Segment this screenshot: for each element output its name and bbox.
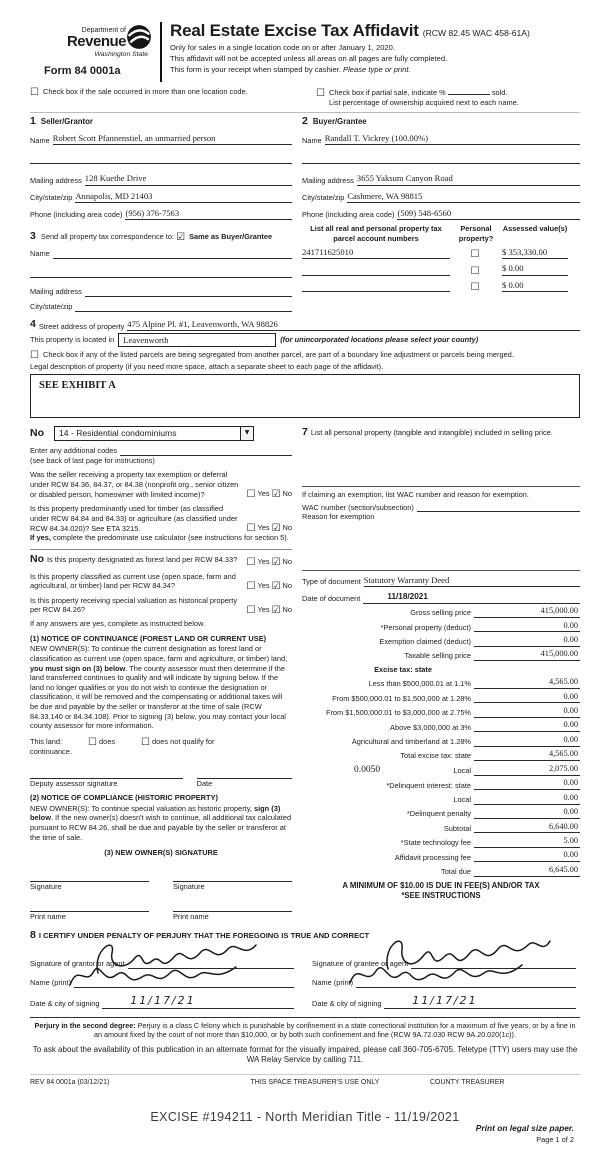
revenue-label: Revenue [66, 32, 126, 50]
type-of-document-field[interactable]: Statutory Warranty Deed [364, 575, 580, 587]
assessed-value-col-header: Assessed value(s) [502, 223, 568, 233]
grantee-print-name-field[interactable] [356, 978, 576, 988]
signature-label: Signature [30, 881, 62, 891]
parcel-number-field[interactable] [302, 266, 450, 276]
wac-number-label: WAC number (section/subsection) [302, 502, 414, 512]
buyer-city-label: City/state/zip [302, 193, 345, 203]
parcel-col-header: List all real and personal property tax parcel account numbers [310, 223, 442, 243]
s6-q1-yes-checkbox[interactable]: ☐ [246, 556, 256, 568]
continuance-word: continuance. [30, 746, 72, 756]
tax-value-field[interactable]: 0.00 [474, 807, 580, 819]
tax-value-field[interactable]: 4,565.00 [474, 677, 580, 689]
signature-label: Signature [173, 881, 205, 891]
grantor-signature-label: Signature of grantor or agent [30, 959, 125, 969]
buyer-mailing-label: Mailing address [302, 175, 354, 185]
new-owner-signature-title: (3) NEW OWNER(S) SIGNATURE [104, 848, 218, 858]
land-use-code-select[interactable] [54, 426, 254, 441]
tax-value-field[interactable]: 415,000.00 [474, 606, 580, 618]
buyer-name-label: Name [302, 135, 322, 145]
see-instructions-note: *SEE INSTRUCTIONS [401, 890, 481, 900]
header-divider [160, 22, 162, 82]
tax-value-field[interactable]: 0.00 [474, 778, 580, 790]
legal-description-field[interactable]: SEE EXHIBIT A [30, 374, 580, 418]
continuance-paragraph: NEW OWNER(S): To continue the current designation as forest land or classification as current use (open space, farm and agriculture, or timber) land, you must sign on (3) below. The county assessor must then determine if the land transferred continues to qualify and will indicate by signing below. If the land no longer qualifies or you do not wish to continue the designation or classification, it will be removed and the compensating or additional taxes will be due and payable by the seller or transferor at the time of sale (RCW 84.33.140 or 84.34.108). Prior to signing (3) below, you may contact your local county assessor for more information. [30, 644, 288, 731]
grantor-handwritten-date: 11/17/21 [129, 993, 198, 1007]
street-address-field[interactable]: 475 Alpine Pl. #1, Leavenworth, WA 98826 [127, 319, 580, 331]
s5-q2-text: Is this property predominantly used for timber (as classified under RCW 84.84 and 84.33) or agriculture (as classified under RCW 84.34.020)? See ETA 3215. [30, 504, 238, 533]
accessibility-note: To ask about the availability of this publication in an alternate format for the visually impaired, please call 360-705-6705. Teletype (TTY) users may use the WA Relay Service by calling 711. [32, 1044, 578, 1065]
seller-city-label: City/state/zip [30, 193, 73, 203]
legal-description-label: Legal description of property (if you need more space, attach a separate sheet to each page of the affidavit). [30, 362, 384, 372]
divider [302, 486, 580, 487]
new-owner-print-name-field-1[interactable] [30, 902, 149, 912]
section-5-number: No [30, 426, 44, 439]
buyer-phone-label: Phone (including area code) [302, 210, 395, 220]
tax-value-field[interactable]: 0.00 [474, 692, 580, 704]
tax-value-field[interactable]: 0.00 [474, 720, 580, 732]
new-owner-signature-field-2[interactable] [173, 872, 292, 882]
partial-sale-label: Check box if partial sale, indicate % [329, 88, 446, 97]
parcel-row [302, 280, 580, 292]
s5-q1-yes-checkbox[interactable]: ☐ [246, 489, 256, 501]
partial-sale-checkbox[interactable]: ☐ [316, 88, 325, 99]
rev-number: REV 84 0001a (03/12/21) [30, 1078, 110, 1086]
land-does-checkbox[interactable]: ☐ [88, 736, 98, 748]
personal-property-checkbox[interactable]: ☐ [470, 281, 480, 293]
tax-value-field[interactable]: 5.00 [474, 836, 580, 848]
s6-q1-no-checkbox[interactable]: ☑ [271, 556, 281, 568]
grantor-signature-field[interactable] [128, 959, 295, 969]
page-title: Real Estate Excise Tax Affidavit [170, 21, 419, 40]
header-note-2: This affidavit will not be accepted unless all areas on all pages are fully completed. [170, 53, 448, 63]
this-land-label: This land: [30, 736, 63, 746]
dropdown-arrow-icon[interactable]: ▼ [240, 427, 253, 440]
compliance-paragraph: NEW OWNER(S): To continue special valuation as historic property, sign (3) below. If the new owner(s) doesn't wish to continue, all additional tax calculated pursuant to RCW 84.26, shall be due and payable by the seller or transferor at the time of sale. [30, 803, 292, 842]
personal-property-checkbox[interactable]: ☐ [470, 265, 480, 277]
s6-q2-yes-checkbox[interactable]: ☐ [246, 580, 256, 592]
partial-sale-percent-field[interactable] [448, 87, 490, 95]
s6-q2-text: Is this property classified as current use (open space, farm and agricultural, or timber) land per RCW 84.34? [30, 571, 236, 591]
personal-property-col-header: Personal property? [458, 223, 494, 243]
additional-codes-label: Enter any additional codes [30, 446, 118, 456]
s6-q1-text: No Is this property designated as forest land per RCW 84.33? [30, 552, 238, 565]
parcel-row [302, 263, 580, 275]
s6-q3-no-checkbox[interactable]: ☑ [271, 605, 281, 616]
segregated-label: Check box if any of the listed parcels are being segregated from another parcel, are part of a boundary line adjustment or parcels being merged. [43, 350, 514, 360]
same-as-buyer-checkbox[interactable]: ☑ [176, 231, 186, 243]
deputy-assessor-label: Deputy assessor signature [30, 778, 118, 788]
grantor-date-city-field[interactable] [102, 994, 294, 1009]
tax-value-field[interactable]: 4,565.00 [474, 749, 580, 761]
parcel-number-field[interactable]: 241711625010 [302, 247, 450, 259]
deputy-date-field[interactable] [197, 769, 292, 779]
grantee-print-name-label: Name (print) [312, 978, 354, 988]
deputy-assessor-signature-field[interactable] [30, 769, 183, 779]
buyer-name-field[interactable]: Randall T. Vickrey (100.00%) [325, 133, 580, 145]
reason-for-exemption-label: Reason for exemption [302, 512, 375, 522]
corr-mailing-label: Mailing address [30, 286, 82, 296]
tax-value-field[interactable]: 2,075.00 [474, 764, 580, 776]
tax-value-field[interactable]: 6,645.00 [474, 865, 580, 877]
affidavit-page: Department of Revenue Washington State Form 84 0001a Real Estate Excise Tax Affidavit (RCW 82.45 WAC 458-61A) Only for sales in a single location code on or after January 1, 2020. This affidavit will not be accepted unless all areas on all pages are fully completed. This form is your receipt when stamped by cashier. Please type or print. ☐ Check box if the sale occurred in more than one location code. ☐ Check box if partial sale, indicate % sold. List percentage of ownership acquired next to each name. 1 Seller/Grantor Name Robert Scott Pfannenstiel, an unmarried person Mailing address 128 Kuethe Drive City/state/zip Annapolis, MD 21403 Phone (including area code) (956) 376-7563 3 Send all property tax correspondence to: ☑ Same as Buyer/Grantee Name Mailing address City/state/zip 2 Buyer/Grantee Name Randall T. Vickrey (100.00%) Mailing address 3655 Yaksum Canyon Road City/state/zip Cashmere, WA 98815 Phone (including area code) (509) 548-6560 List all real and personal property tax parcel account numbers Personal property? Assessed value(s) 241711625010 ☐ $ 353,330.00 ☐ $ 0.00 ☐ $ 0.00 4 Street address of property 475 Alpine Pl. #1, Leavenworth, WA 98826 This property is located in Leavenworth (for unincorporated locations please select your county) ☐ Check box if any of the listed parcels are being segregated from another parcel, are part of a boundary line adjustment or parcels being merged. Legal description of property (if you need more space, attach a separate sheet to each page of the affidavit). SEE EXHIBIT A No 14 - Residential condominiums ▼ Enter any additional codes (see back of last page for instructions) Was the seller receiving a property tax exemption or deferral under RCW 84.36, 84.37, or 84.38 (nonprofit org., senior citizen or disabled person, homeowner with limited income)? ☐ Yes ☑ No Is this property predominantly used for timber (as classified under RCW 84.84 and 84.33) or agriculture (as classified under RCW 84.34.020)? See ETA 3215. ☐ Yes ☑ No If yes, complete the predominate use calculator (see instructions for section 5). No Is this property designated as forest land per RCW 84.33? ☐ Yes ☑ No Is this property classified as current use (open space, farm and agricultural, or timber) land per RCW 84.34? ☐ Yes ☑ No Is this property receiving special valuation as historical property per RCW 84.26? ☐ Yes ☑ No If any answers are yes, complete as instructed below. (1) NOTICE OF CONTINUANCE (FOREST LAND OR CURRENT USE) NEW OWNER(S): To continue the current designation as forest land or classification as current use (open space, farm and agriculture, or timber) land, you must sign on (3) below. The county assessor must then determine if the land transferred continues to qualify and will indicate by signing below. If the land no longer qualifies or you do not wish to continue the designation or classification, it will be removed and the compensating or additional taxes will be due and payable by the seller or transferor at the time of sale (RCW 84.33.140 or 84.34.108). Prior to signing (3) below, you may contact your local county assessor for more information. This land: ☐ does ☐ does not qualify for continuance. Deputy assessor signature Date (2) NOTICE OF COMPLIANCE (HISTORIC PROPERTY) NEW OWNER(S): To continue special valuation as historic property, sign (3) below. If the new owner(s) doesn't wish to continue, all additional tax calculated pursuant to RCW 84.26, shall be due and payable by the seller or transferor at the time of sale. (3) NEW OWNER(S) SIGNATURE Signature Signature Print name Print name 7 List all personal property (tangible and intangible) included in selling price. If claiming an exemption, list WAC number and reason for exemption. WAC number (section/subsection) Reason for exemption Type of document Statutory Warranty Deed Date of document 11/18/2021 Gross selling price 415,000.00 *Personal property (deduct) 0.00 Exemption claimed (deduct) 0.00 Taxable selling price 415,000.00 Excise tax: state Less than $500,000.01 at 1.1% 4,565.00 From $500,000.01 to $1,500,000 at 1.28% 0.00 From $1,500,000.01 to $3,000,000 at 2.75% 0.00 Above $3,000,000 at 3% 0.00 Agricultural and timberland at 1.28% 0.00 Total excise tax: state 4,565.00 0.0050 Local 2,075.00 *Delinquent interest: state 0.00 Local 0.00 *Delinquent penalty 0.00 Subtotal 6,640.00 *State technology fee 5.00 Affidavit processing fee 0.00 Total due 6,645.00 A MINIMUM OF $10.00 IS DUE IN FEE(S) AND/OR TAX *SEE INSTRUCTIONS 8 I CERTIFY UNDER PENALTY OF PERJURY THAT THE FOREGOING IS TRUE AND CORRECT Signature of grantor or agent Name (print) Date & city of signing 11/17/21 Signature of grantee or agent Name (print) Date & city of signing 11/17/21 Perjury in the second degree: Perjury is a class C felony which is punishable by confinement in a state correctional institution for a maximum of five years, or by a fine in an amount fixed by the court of not more than $10,000, or by both such confinement and fine (RCW 9A.72.030 RCW 9A.20.020(1c)). To ask about the availability of this publication in an alternate format for the visually impaired, please call 360-705-6705. Teletype (TTY) users may use the WA Relay Service by calling 711. REV 84 0001a (03/12/21) THIS SPACE TREASURER'S USE ONLY COUNTY TREASURER EXCISE #194211 - North Meridian Title - 11/19/2021 Print on legal size paper. Page 1 of 2 [0, 0, 600, 988]
parcel-number-field[interactable] [302, 282, 450, 292]
seller-mailing-field[interactable]: 128 Kuethe Drive [85, 173, 292, 185]
section-7-label: 7 List all personal property (tangible and intangible) included in selling price. [302, 425, 553, 438]
print-note: Print on legal size paper. [475, 1122, 574, 1133]
perjury-statement: Perjury in the second degree: Perjury is a class C felony which is punishable by confinement in a state correctional institution for a maximum of five years, or by a fine in an amount fixed by the court of not more than $10,000, or by both such confinement and fine (RCW 9A.72.030 RCW 9A.20.020(1c)). [30, 1017, 580, 1040]
parcel-table [302, 224, 580, 292]
type-of-document-label: Type of document [302, 577, 361, 587]
grantee-date-city-field[interactable] [384, 994, 576, 1009]
s5-q2-yes-checkbox[interactable]: ☐ [246, 523, 256, 535]
tax-computation: Gross selling price 415,000.00 *Personal property (deduct) 0.00 Exemption claimed (deduct) 0.00 Taxable selling price 415,000.00 Excise tax: state Less than $500,000.01 at 1.1% 4,565.00 From $500,000.01 to $1,500,000 at 1.28% 0.00 From $1,500,000.01 to $3,000,000 at 2.75% 0.00 Above $3,000,000 at 3% 0.00 Agricultural and timberland at 1.28% 0.00 Total excise tax: state 4,565.00 0.0050 Local 2,075.00 *Delinquent interest: state 0.00 Local 0.00 *Delinquent penalty 0.00 Subtotal 6,640.00 *State technology fee 5.00 Affidavit processing fee 0.00 Total due 6,645.00 A MINIMUM OF $10.00 IS DUE IN FEE(S) AND/OR TAX *SEE INSTRUCTIONS [302, 606, 580, 901]
section-3-heading: 3 Send all property tax correspondence to: ☑ Same as Buyer/Grantee [30, 229, 273, 243]
corr-city-label: City/state/zip [30, 301, 73, 311]
tax-value-field[interactable]: 415,000.00 [474, 649, 580, 661]
tax-value-field[interactable]: 0.00 [474, 735, 580, 747]
corr-mailing-field[interactable] [85, 287, 292, 297]
tax-value-field[interactable]: 6,640.00 [474, 822, 580, 834]
assessed-value-field[interactable]: $ 0.00 [502, 280, 568, 292]
assessed-value-field[interactable]: $ 353,330.00 [502, 247, 568, 259]
tax-value-field[interactable]: 0.00 [474, 635, 580, 647]
continuance-title: (1) NOTICE OF CONTINUANCE (FOREST LAND OR CURRENT USE) [30, 633, 267, 643]
street-address-label: Street address of property [38, 321, 125, 331]
s5-q1-no-checkbox[interactable]: ☑ [271, 489, 281, 501]
s6-note: If any answers are yes, complete as instructed below. [30, 619, 205, 628]
dept-of-label: Department of [81, 26, 126, 34]
header-note-3: This form is your receipt when stamped by cashier. Please type or print. [170, 64, 411, 74]
certify-statement: I CERTIFY UNDER PENALTY OF PERJURY THAT THE FOREGOING IS TRUE AND CORRECT [38, 931, 370, 941]
date-of-document-field[interactable]: 11/18/2021 [363, 592, 580, 604]
exemption-note: If claiming an exemption, list WAC number and reason for exemption. [302, 489, 529, 499]
buyer-mailing-field[interactable]: 3655 Yaksum Canyon Road [357, 173, 580, 185]
tax-value-field[interactable]: 0.00 [474, 850, 580, 862]
excise-tax-state-header: Excise tax: state [374, 665, 432, 675]
divider [302, 570, 580, 571]
new-owner-signature-field-1[interactable] [30, 872, 149, 882]
section-1-heading: 1 Seller/Grantor [30, 114, 93, 127]
seller-city-field[interactable]: Annapolis, MD 21403 [75, 191, 292, 203]
tax-value-field[interactable]: 0.00 [474, 621, 580, 633]
section-8-number: 8 [30, 929, 36, 942]
tax-value-field[interactable]: 0.00 [474, 793, 580, 805]
s6-q3-yes-checkbox[interactable]: ☐ [246, 605, 256, 616]
corr-name2-field[interactable] [30, 268, 292, 278]
parcel-row [302, 247, 580, 259]
grantee-date-city-label: Date & city of signing [312, 999, 382, 1009]
form-header [30, 20, 580, 82]
located-in-label: This property is located in [30, 335, 115, 345]
compliance-title: (2) NOTICE OF COMPLIANCE (HISTORIC PROPERTY) [30, 793, 218, 803]
wac-number-field[interactable] [417, 502, 580, 512]
print-name-label: Print name [173, 911, 209, 921]
buyer-name2-field[interactable] [302, 154, 580, 164]
located-in-select[interactable]: Leavenworth [118, 333, 276, 347]
header-note-1: Only for sales in a single location code on or after January 1, 2020. [170, 43, 395, 53]
land-does-not-checkbox[interactable]: ☐ [141, 736, 151, 748]
buyer-phone-field[interactable]: (509) 548-6560 [397, 208, 580, 220]
deputy-date-label: Date [196, 778, 213, 788]
rcw-code: (RCW 82.45 WAC 458-61A) [422, 28, 530, 38]
grantor-print-name-field[interactable] [74, 978, 294, 988]
unincorporated-note: (for unincorporated locations please select your county) [280, 335, 479, 345]
personal-property-checkbox[interactable]: ☐ [470, 249, 480, 261]
section-2-heading: 2 Buyer/Grantee [302, 114, 367, 127]
corr-city-field[interactable] [75, 302, 292, 312]
segregated-checkbox[interactable]: ☐ [30, 350, 39, 362]
seller-name-field[interactable]: Robert Scott Pfannenstiel, an unmarried person [53, 133, 292, 145]
s5-q2-note: If yes, complete the predominate use calculator (see instructions for section 5). [30, 533, 289, 543]
grantor-print-name-label: Name (print) [30, 978, 72, 988]
dor-logo-block [30, 20, 152, 78]
grantee-signature-block [312, 949, 580, 1009]
grantor-date-city-label: Date & city of signing [30, 999, 100, 1009]
form-number: Form 84 0001a [44, 64, 121, 77]
corr-name-label: Name [30, 248, 50, 258]
ownership-note: List percentage of ownership acquired next to each name. [329, 98, 519, 107]
date-of-document-label: Date of document [302, 593, 361, 603]
s6-q2-no-checkbox[interactable]: ☑ [271, 580, 281, 592]
same-as-buyer-label: Same as Buyer/Grantee [189, 231, 273, 241]
print-name-label: Print name [30, 911, 66, 921]
s6-q3-text: Is this property receiving special valuation as historical property per RCW 84.26? [30, 595, 238, 615]
multi-location-label: Check box if the sale occurred in more than one location code. [43, 87, 248, 96]
seller-name-label: Name [30, 135, 50, 145]
seller-mailing-label: Mailing address [30, 175, 82, 185]
additional-codes-field[interactable] [120, 446, 292, 456]
section-4-number: 4 [30, 317, 36, 330]
land-use-code-value: 14 - Residential condominiums [59, 427, 177, 438]
buyer-city-field[interactable]: Cashmere, WA 98815 [347, 191, 580, 203]
tax-value-field[interactable]: 0.00 [474, 706, 580, 718]
grantee-signature-label: Signature of grantee or agent [312, 959, 409, 969]
additional-codes-note: (see back of last page for instructions) [30, 455, 155, 465]
grantor-signature-block [30, 949, 312, 1009]
seller-phone-field[interactable]: (956) 376-7563 [125, 208, 292, 220]
minimum-due-note: A MINIMUM OF $10.00 IS DUE IN FEE(S) AND/OR TAX [342, 880, 540, 890]
local-rate: 0.0050 [354, 764, 381, 775]
page-indicator: Page 1 of 2 [536, 1134, 574, 1144]
treasurer-space-label: THIS SPACE TREASURER'S USE ONLY [250, 1078, 380, 1086]
washington-state-label: Washington State [94, 51, 148, 58]
excise-stamp: EXCISE #194211 - North Meridian Title - 11/19/2021 [150, 1109, 460, 1124]
county-treasurer-label: COUNTY TREASURER [430, 1078, 505, 1086]
new-owner-print-name-field-2[interactable] [173, 902, 292, 912]
partial-sale-suffix: sold. [491, 88, 508, 97]
assessed-value-field[interactable]: $ 0.00 [502, 263, 568, 275]
s5-q1-text: Was the seller receiving a property tax exemption or deferral under RCW 84.36, 84.37, or 84.38 (nonprofit org., senior citizen or disabled person, homeowner with limited income)? [30, 470, 239, 499]
corr-name-field[interactable] [53, 249, 292, 259]
seller-phone-label: Phone (including area code) [30, 210, 123, 220]
multi-location-checkbox[interactable]: ☐ [30, 87, 39, 98]
grantee-handwritten-date: 11/17/21 [411, 993, 480, 1007]
grantee-signature-field[interactable] [411, 959, 576, 969]
dor-swirl-logo-icon [126, 24, 152, 50]
seller-name2-field[interactable] [30, 154, 292, 164]
s5-q2-no-checkbox[interactable]: ☑ [271, 523, 281, 535]
